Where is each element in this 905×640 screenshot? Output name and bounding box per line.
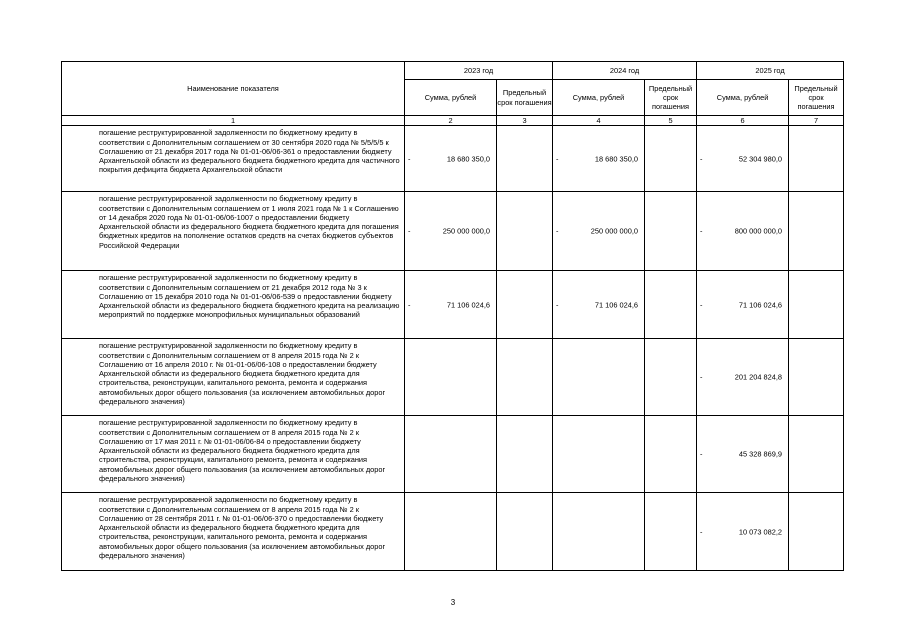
term-2023-cell — [497, 339, 553, 416]
dash-mark: - — [408, 300, 411, 310]
sum-2023-cell — [405, 416, 497, 493]
column-number: 2 — [405, 116, 497, 126]
sum-2025-cell — [697, 271, 789, 339]
sum-2025: 45 328 869,9 — [738, 449, 783, 459]
indicator-name: погашение реструктурированной задолженности по бюджетному кредиту в соответствии с Дополнительным соглашением от 8 апреля 2015 года № 2 к Соглашению от 28 сентября 2011 г. № 01-01-06/06-370 о предоставлении бюджету Архангельской области из федерального бюджета бюджетного кредита для строительства, реконструкции, капитального ремонта, ремонта и содержания автомобильных дорог общего пользования (за исключением автомобильных дорог федерального значения) — [62, 493, 405, 571]
column-number: 7 — [789, 116, 844, 126]
table-row — [62, 126, 844, 192]
dash-mark: - — [700, 372, 703, 382]
header-year-2025: 2025 год — [697, 62, 844, 80]
term-2023-cell — [497, 416, 553, 493]
table-row — [62, 493, 844, 571]
dash-mark: - — [556, 300, 559, 310]
term-2024-cell — [645, 126, 697, 192]
sum-2023-cell — [405, 126, 497, 192]
header-sum-2025: Сумма, рублей — [697, 80, 789, 116]
table-row — [62, 192, 844, 271]
table-row — [62, 339, 844, 416]
page-number: 3 — [450, 598, 456, 607]
indicator-name: погашение реструктурированной задолженности по бюджетному кредиту в соответствии с Дополнительным соглашением от 21 декабря 2012 года № 3 к Соглашению от 15 декабря 2010 года № 01-01-06/06-539 о предоставлении бюджету Архангельской области из федерального бюджета бюджетного кредита на реализацию мероприятий по поддержке монопрофильных муниципальных образований — [62, 271, 405, 339]
sum-2025-cell — [697, 126, 789, 192]
term-2023-cell — [497, 192, 553, 271]
sum-2024: 250 000 000,0 — [590, 226, 639, 236]
term-2025-cell — [789, 339, 844, 416]
column-number: 5 — [645, 116, 697, 126]
sum-2024-cell — [553, 493, 645, 571]
indicator-name: погашение реструктурированной задолженности по бюджетному кредиту в соответствии с Дополнительным соглашением от 1 июля 2021 года № 1 к Соглашению от 14 декабря 2020 года № 01-01-06/06-1007 о предоставлении бюджету Архангельской области из федерального бюджета бюджетного кредита для погашения бюджетных кредитов на пополнение остатков средств на счетах бюджетов субъектов Российской Федерации — [62, 192, 405, 271]
dash-mark: - — [700, 449, 703, 459]
term-2024-cell — [645, 271, 697, 339]
sum-2024: 71 106 024,6 — [594, 300, 639, 310]
term-2025-cell — [789, 271, 844, 339]
indicator-name: погашение реструктурированной задолженности по бюджетному кредиту в соответствии с Дополнительным соглашением от 8 апреля 2015 года № 2 к Соглашению от 17 мая 2011 г. № 01-01-06/06-84 о предоставлении бюджету Архангельской области из федерального бюджета бюджетного кредита для строительства, реконструкции, капитального ремонта, ремонта и содержания автомобильных дорог общего пользования (за исключением автомобильных дорог федерального значения) — [62, 416, 405, 493]
sum-2023: 71 106 024,6 — [446, 300, 490, 310]
header-term-2025: Предельный срок погашения — [789, 80, 844, 116]
term-2023-cell — [497, 493, 553, 571]
dash-mark: - — [700, 300, 703, 310]
sum-2023-cell — [405, 192, 497, 271]
sum-2025-cell — [697, 339, 789, 416]
column-number: 1 — [62, 116, 405, 126]
dash-mark: - — [556, 154, 559, 164]
sum-2024: 18 680 350,0 — [594, 154, 639, 164]
term-2024-cell — [645, 493, 697, 571]
dash-mark: - — [700, 527, 703, 537]
column-number: 3 — [497, 116, 553, 126]
term-2024-cell — [645, 339, 697, 416]
dash-mark: - — [408, 226, 411, 236]
term-2024-cell — [645, 192, 697, 271]
sum-2025-cell — [697, 416, 789, 493]
sum-2024-cell — [553, 126, 645, 192]
sum-2024-cell — [553, 192, 645, 271]
header-indicator-name: Наименование показателя — [62, 62, 405, 116]
column-number: 4 — [553, 116, 645, 126]
header-sum-2024: Сумма, рублей — [553, 80, 645, 116]
dash-mark: - — [556, 226, 559, 236]
sum-2025: 800 000 000,0 — [734, 226, 783, 236]
sum-2023-cell — [405, 493, 497, 571]
indicator-name: погашение реструктурированной задолженности по бюджетному кредиту в соответствии с Дополнительным соглашением от 8 апреля 2015 года № 2 к Соглашению от 16 апреля 2010 г. № 01-01-06/06-108 о предоставлении бюджету Архангельской области из федерального бюджета бюджетного кредита для строительства, реконструкции, капитального ремонта, ремонта и содержания автомобильных дорог общего пользования (за исключением автомобильных дорог федерального значения) — [62, 339, 405, 416]
term-2025-cell — [789, 493, 844, 571]
sum-2023: 18 680 350,0 — [446, 154, 490, 164]
sum-2025-cell — [697, 493, 789, 571]
header-term-2024: Предельный срок погашения — [645, 80, 697, 116]
term-2023-cell — [497, 271, 553, 339]
header-year-2023: 2023 год — [405, 62, 553, 80]
sum-2025-cell — [697, 192, 789, 271]
term-2025-cell — [789, 192, 844, 271]
term-2025-cell — [789, 416, 844, 493]
dash-mark: - — [700, 154, 703, 164]
indicator-name: погашение реструктурированной задолженности по бюджетному кредиту в соответствии с Дополнительным соглашением от 30 сентября 2020 года № 5/5/5/5 к Соглашению от 21 декабря 2017 года № 01-01-06/06-361 о предоставлении бюджету Архангельской области из федерального бюджета бюджетного кредита для частичного покрытия дефицита бюджета Архангельской области — [62, 126, 405, 192]
sum-2024-cell — [553, 271, 645, 339]
table-row — [62, 416, 844, 493]
table-row — [62, 271, 844, 339]
repayment-table — [61, 61, 844, 571]
dash-mark: - — [700, 226, 703, 236]
dash-mark: - — [408, 154, 411, 164]
header-sum-2023: Сумма, рублей — [405, 80, 497, 116]
term-2024-cell — [645, 416, 697, 493]
sum-2023: 250 000 000,0 — [442, 226, 490, 236]
column-number: 6 — [697, 116, 789, 126]
header-year-2024: 2024 год — [553, 62, 697, 80]
term-2025-cell — [789, 126, 844, 192]
sum-2023-cell — [405, 339, 497, 416]
sum-2023-cell — [405, 271, 497, 339]
sum-2025: 71 106 024,6 — [738, 300, 783, 310]
sum-2025: 10 073 082,2 — [738, 527, 783, 537]
sum-2025: 52 304 980,0 — [738, 154, 783, 164]
sum-2024-cell — [553, 339, 645, 416]
sum-2024-cell — [553, 416, 645, 493]
sum-2025: 201 204 824,8 — [734, 372, 783, 382]
term-2023-cell — [497, 126, 553, 192]
header-term-2023: Предельный срок погашения — [497, 80, 553, 116]
